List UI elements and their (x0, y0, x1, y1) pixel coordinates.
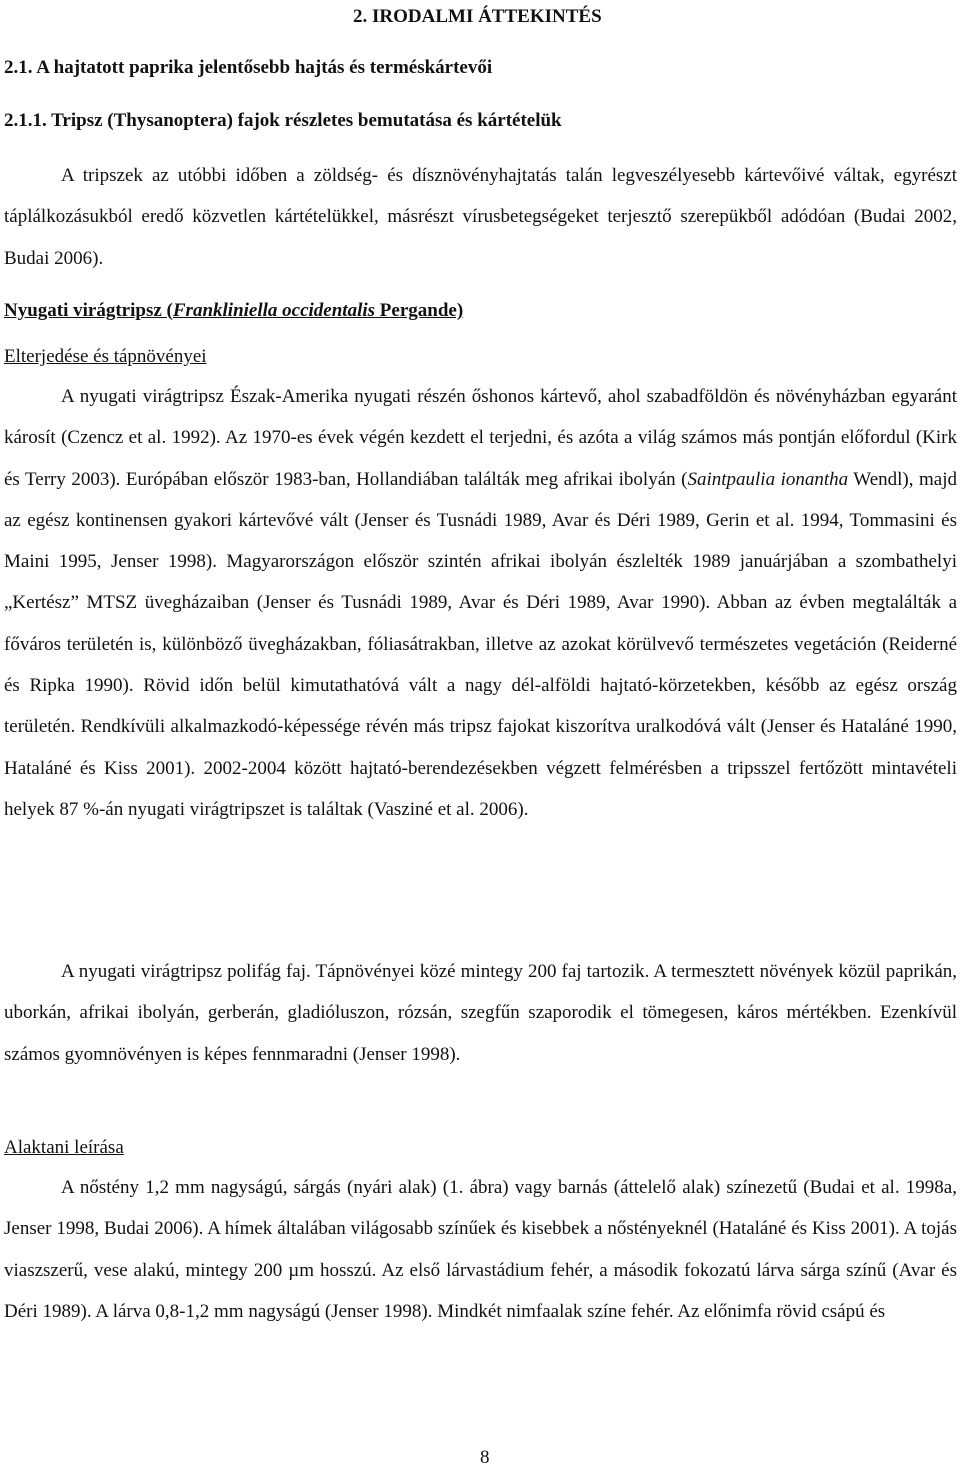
distribution-heading: Elterjedése és tápnövényei (4, 346, 207, 367)
intro-paragraph: A tripszek az utóbbi időben a zöldség- és dísznövényhajtatás talán legveszélyesebb kártevőivé váltak, egyrészt táplálkozásukból eredő közvetlen kártételükkel, másrészt vírusbetegségeket terjesztő szerepükből adódóan (Budai 2002, Budai 2006). (4, 165, 957, 269)
host-plants-paragraph: A nyugati virágtripsz polifág faj. Tápnövényei közé mintegy 200 faj tartozik. A termesztett növények közül paprikán, uborkán, afrikai ibolyán, gerberán, gladióluszon, rózsán, szegfűn szaporodik el tömegesen, káros mértékben. Ezenkívül számos gyomnövényen is képes fennmaradni (Jenser 1998). (4, 961, 957, 1065)
chapter-heading: 2. IRODALMI ÁTTEKINTÉS (353, 6, 602, 27)
page-number: 8 (480, 1447, 490, 1468)
species-latin-name: Frankliniella occidentalis (172, 300, 376, 321)
species-heading-suffix: Pergande) (375, 300, 464, 321)
species-heading-prefix: Nyugati virágtripsz ( (4, 300, 173, 321)
section-heading: 2.1. A hajtatott paprika jelentősebb hajtás és terméskártevői (4, 57, 493, 78)
species-heading (4, 290, 463, 331)
subsection-heading: 2.1.1. Tripsz (Thysanoptera) fajok részletes bemutatása és kártételük (4, 110, 562, 131)
distribution-text-part1: A nyugati virágtripsz Észak-Amerika nyugati részén őshonos kártevő, ahol szabadföldön és növényházban egyaránt károsít (Czencz et al. 1992). Az 1970-es évek végén kezdett el terjedni, és azóta a világ számos más pontján előfordul (Kirk és Terry 2003). Európában először 1983-ban, Hollandiában találták meg afrikai ibolyán ( (4, 386, 957, 490)
host-latin-name: Saintpaulia ionantha (687, 468, 849, 490)
morphology-paragraph: A nőstény 1,2 mm nagyságú, sárgás (nyári alak) (1. ábra) vagy barnás (áttelelő alak) színezetű (Budai et al. 1998a, Jenser 1998, Budai 2006). A hímek általában világosabb színűek és kisebbek a nőstényeknél (Hataláné és Kiss 2001). A tojás viaszszerű, vese alakú, mintegy 200 µm hosszú. Az első lárvastádium fehér, a második fokozatú lárva sárga színű (Avar és Déri 1989). A lárva 0,8-1,2 mm nagyságú (Jenser 1998). Mindkét nimfaalak színe fehér. Az előnimfa rövid csápú és (4, 1177, 957, 1322)
morphology-heading: Alaktani leírása (4, 1137, 124, 1158)
distribution-paragraph (4, 376, 957, 830)
distribution-text-part2: Wendl), majd az egész kontinensen gyakori kártevővé vált (Jenser és Tusnádi 1989, Avar és Déri 1989, Gerin et al. 1994, Tommasini és Maini 1995, Jenser 1998). Magyarországon először szintén afrikai ibolyán észlelték 1989 januárjában a szombathelyi „Kertész” MTSZ üvegházaiban (Jenser és Tusnádi 1989, Avar és Déri 1989, Avar 1990). Abban az évben megtalálták a főváros területén is, különböző üvegházakban, fóliasátrakban, illetve az azokat körülvevő természetes vegetáción (Reiderné és Ripka 1990). Rövid időn belül kimutathatóvá vált a nagy dél-alföldi hajtató-körzetekben, később az egész ország területén. Rendkívüli alkalmazkodó-képessége révén más tripsz fajokat kiszorítva uralkodóvá vált (Jenser és Hataláné 1990, Hataláné és Kiss 2001). 2002-2004 között hajtató-berendezésekben végzett felmérésben a tripsszel fertőzött mintavételi helyek 87 %-án nyugati virágtripszet is találtak (Vasziné et al. 2006). (4, 468, 957, 820)
